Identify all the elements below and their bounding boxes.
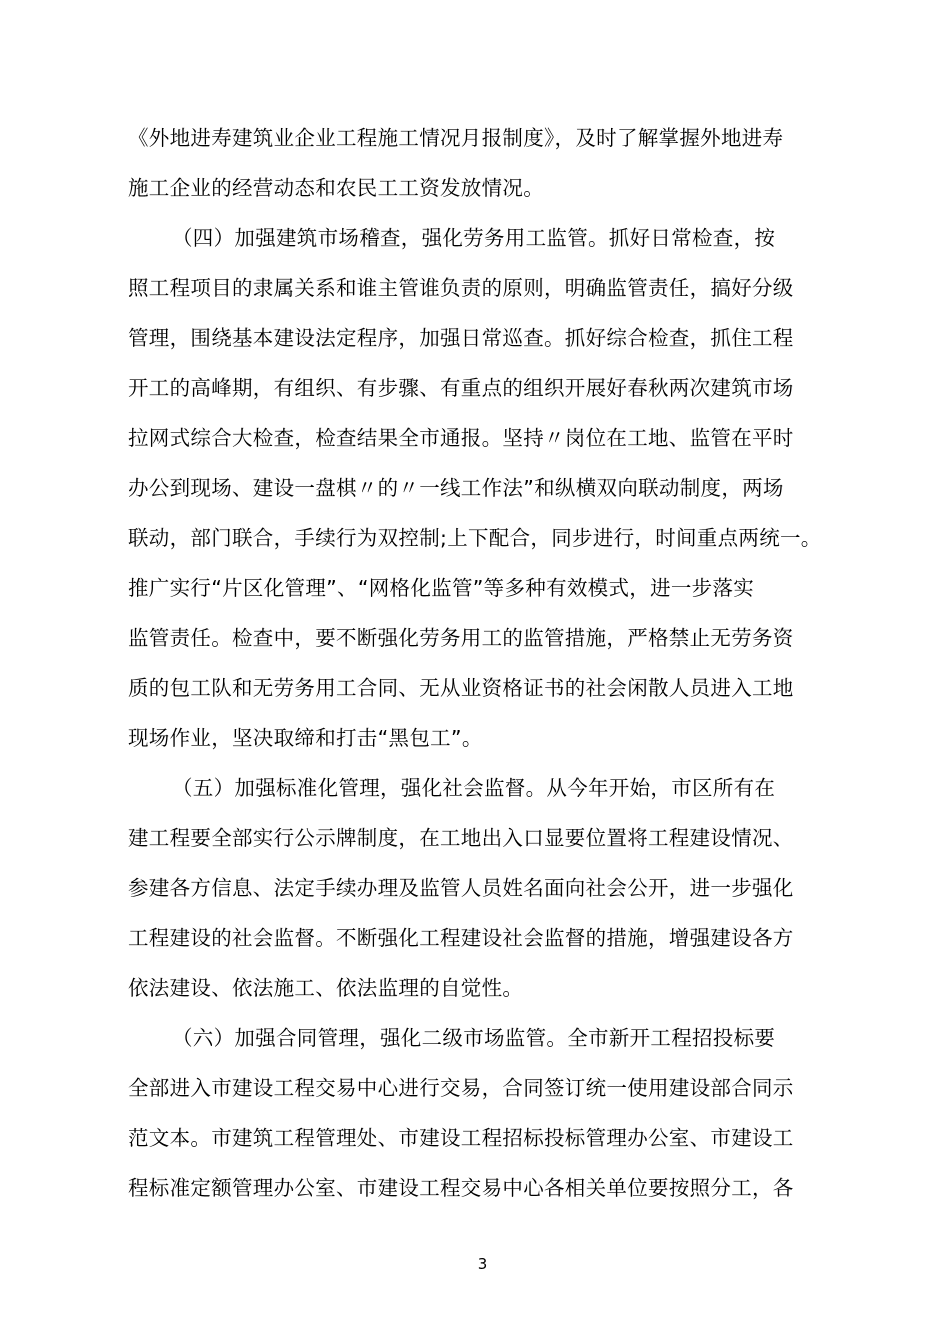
paragraph-heading-4: （四）加强建筑市场稽查，强化劳务用工监管。抓好日常检查，按: [172, 226, 776, 250]
text-line: 参建各方信息、法定手续办理及监管人员姓名面向社会公开，进一步强化: [128, 876, 794, 900]
page-number: 3: [477, 1255, 488, 1273]
text-line: 现场作业，坚决取缔和打击“黑包工”。: [128, 726, 483, 750]
text-line: 工程建设的社会监督。不断强化工程建设社会监督的措施，增强建设各方: [128, 926, 794, 950]
text-line: 联动，部门联合，手续行为双控制;上下配合，同步进行，时间重点两统一。: [128, 526, 822, 550]
text-line: 建工程要全部实行公示牌制度，在工地出入口显要位置将工程建设情况、: [128, 826, 794, 850]
text-line: 拉网式综合大检查，检查结果全市通报。坚持〃岗位在工地、监管在平时: [128, 426, 794, 450]
text-line: 施工企业的经营动态和农民工工资发放情况。: [128, 176, 544, 200]
text-line: 质的包工队和无劳务用工合同、无从业资格证书的社会闲散人员进入工地: [128, 676, 794, 700]
text-line: 照工程项目的隶属关系和谁主管谁负责的原则，明确监管责任，搞好分级: [128, 276, 794, 300]
paragraph-heading-6: （六）加强合同管理，强化二级市场监管。全市新开工程招投标要: [172, 1026, 776, 1050]
text-line: 全部进入市建设工程交易中心进行交易，合同签订统一使用建设部合同示: [128, 1076, 794, 1100]
text-line: 程标准定额管理办公室、市建设工程交易中心各相关单位要按照分工，各: [128, 1176, 794, 1200]
text-line: 开工的高峰期，有组织、有步骤、有重点的组织开展好春秋两次建筑市场: [128, 376, 794, 400]
text-line: 《外地进寿建筑业企业工程施工情况月报制度》，及时了解掌握外地进寿: [128, 126, 784, 150]
paragraph-heading-5: （五）加强标准化管理，强化社会监督。从今年开始，市区所有在: [172, 776, 776, 800]
text-line: 管理，围绕基本建设法定程序，加强日常巡查。抓好综合检查，抓住工程: [128, 326, 794, 350]
text-line: 推广实行“片区化管理”、“网格化监管”等多种有效模式，进一步落实: [128, 576, 755, 600]
text-line: 办公到现场、建设一盘棋〃的〃一线工作法”和纵横双向联动制度，两场: [128, 476, 784, 500]
text-line: 范文本。市建筑工程管理处、市建设工程招标投标管理办公室、市建设工: [128, 1126, 794, 1150]
text-line: 依法建设、依法施工、依法监理的自觉性。: [128, 976, 524, 1000]
text-line: 监管责任。检查中，要不断强化劳务用工的监管措施，严格禁止无劳务资: [128, 626, 794, 650]
